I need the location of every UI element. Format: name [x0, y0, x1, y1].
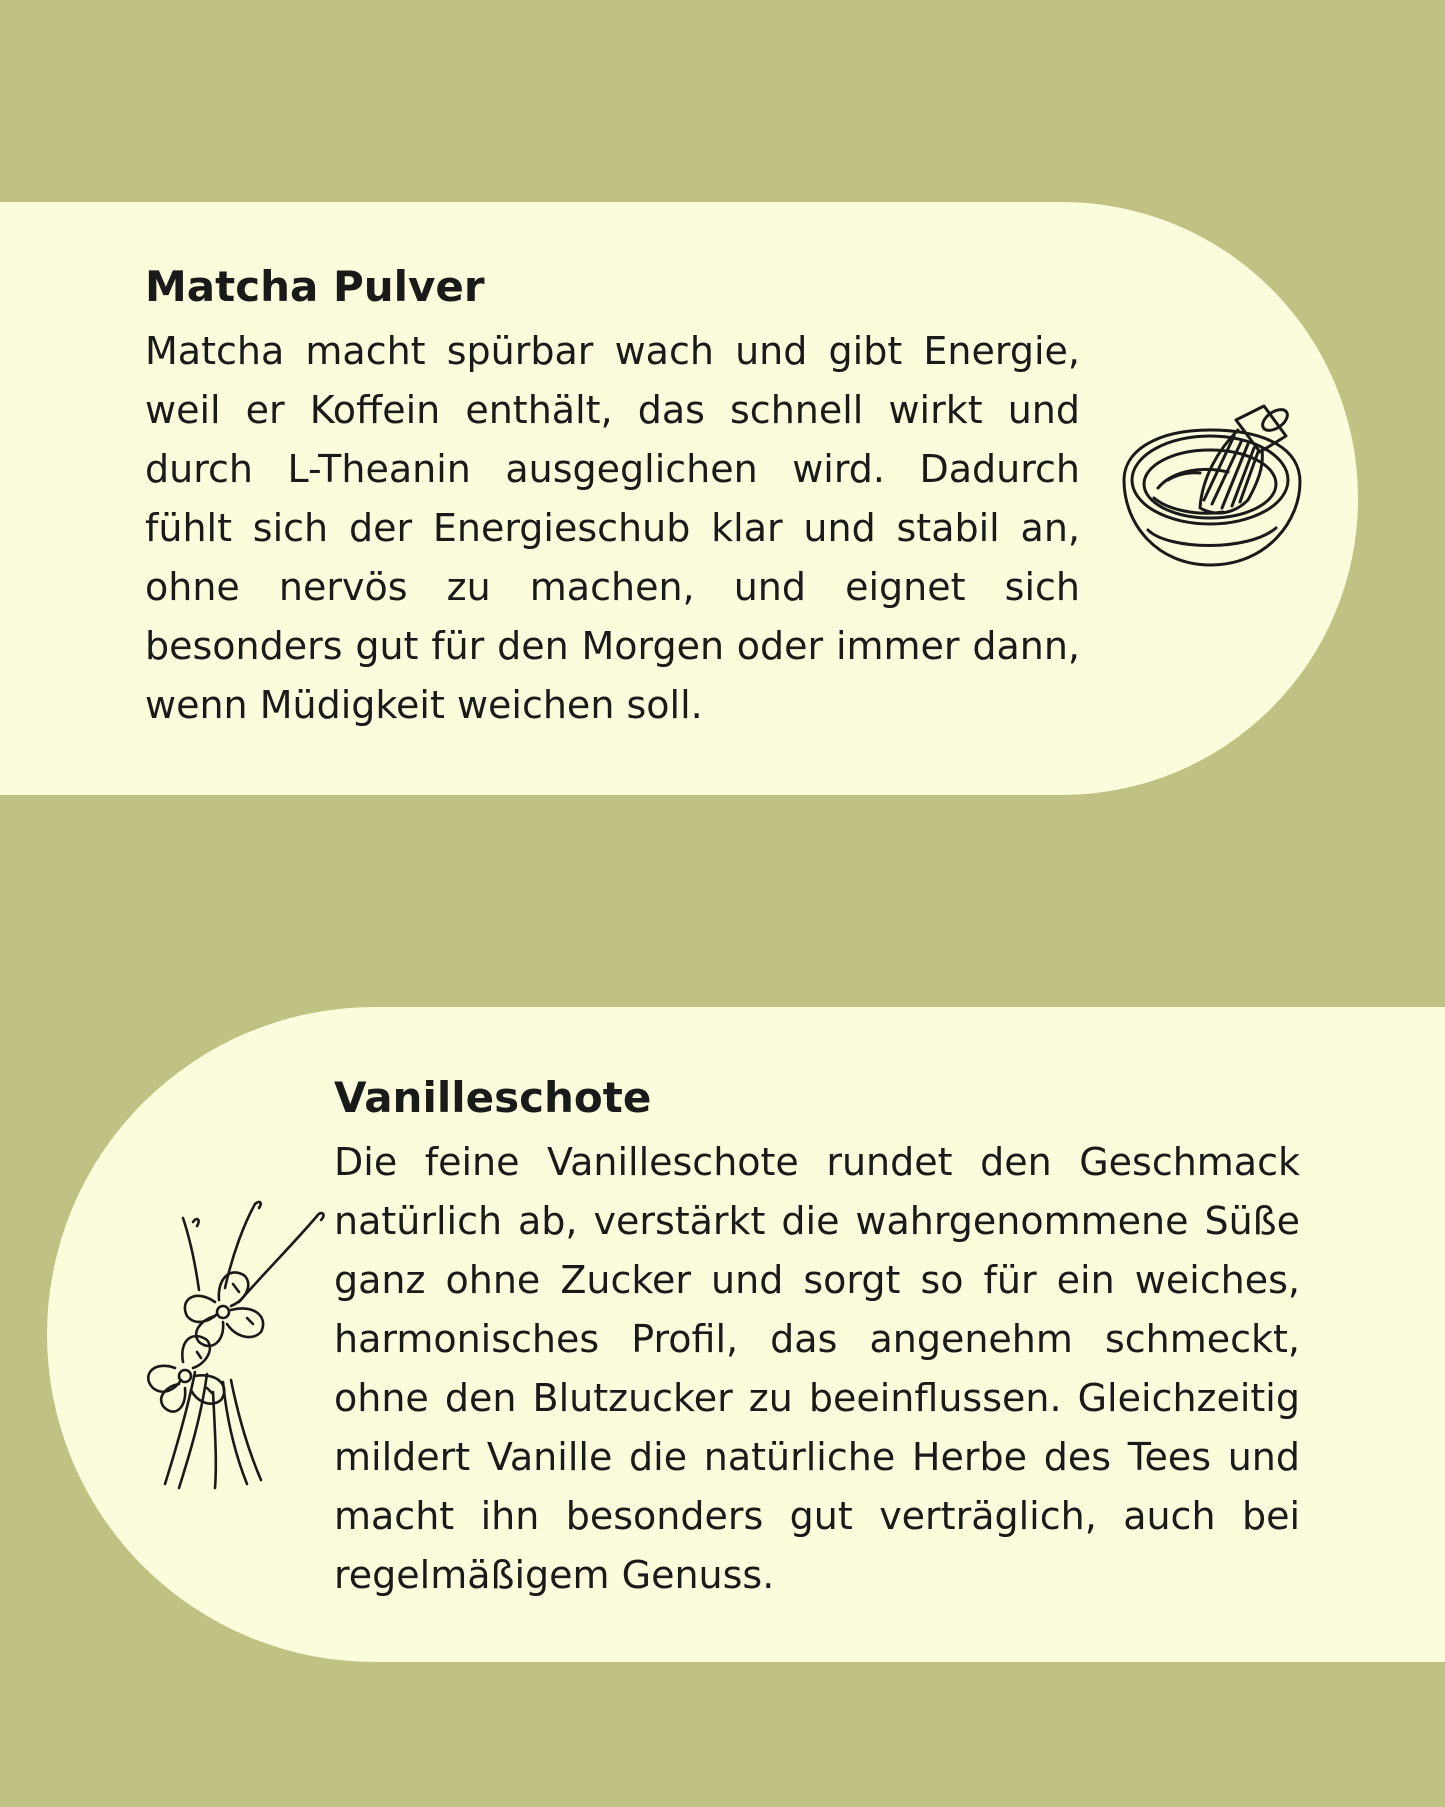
matcha-bowl-whisk-icon — [1118, 400, 1306, 575]
matcha-title: Matcha Pulver — [145, 262, 485, 311]
vanilla-card — [47, 1007, 1445, 1662]
vanilla-title: Vanilleschote — [334, 1073, 652, 1122]
matcha-description: Matcha macht spürbar wach und gibt Energie, weil er Koffein enthält, das schnell wirkt und durch L-Theanin ausgeglichen wird. Dadurch fühlt sich der Energieschub klar und stabil an, ohne nervös zu machen, und eignet sich besonders gut für den Morgen oder immer dann, wenn Müdigkeit weichen soll. — [145, 329, 1080, 727]
vanilla-flower-icon — [135, 1192, 365, 1492]
vanilla-description: Die feine Vanilleschote rundet den Geschmack natürlich ab, verstärkt die wahrgenommene Süße ganz ohne Zucker und sorgt so für ein weiches, harmonisches Profil, das angenehm schmeckt, ohne den Blutzucker zu beeinflussen. Gleichzeitig mildert Vanille die natürliche Herbe des Tees und macht ihn besonders gut verträglich, auch bei regelmäßigem Genuss. — [334, 1140, 1300, 1597]
matcha-card — [0, 202, 1358, 795]
